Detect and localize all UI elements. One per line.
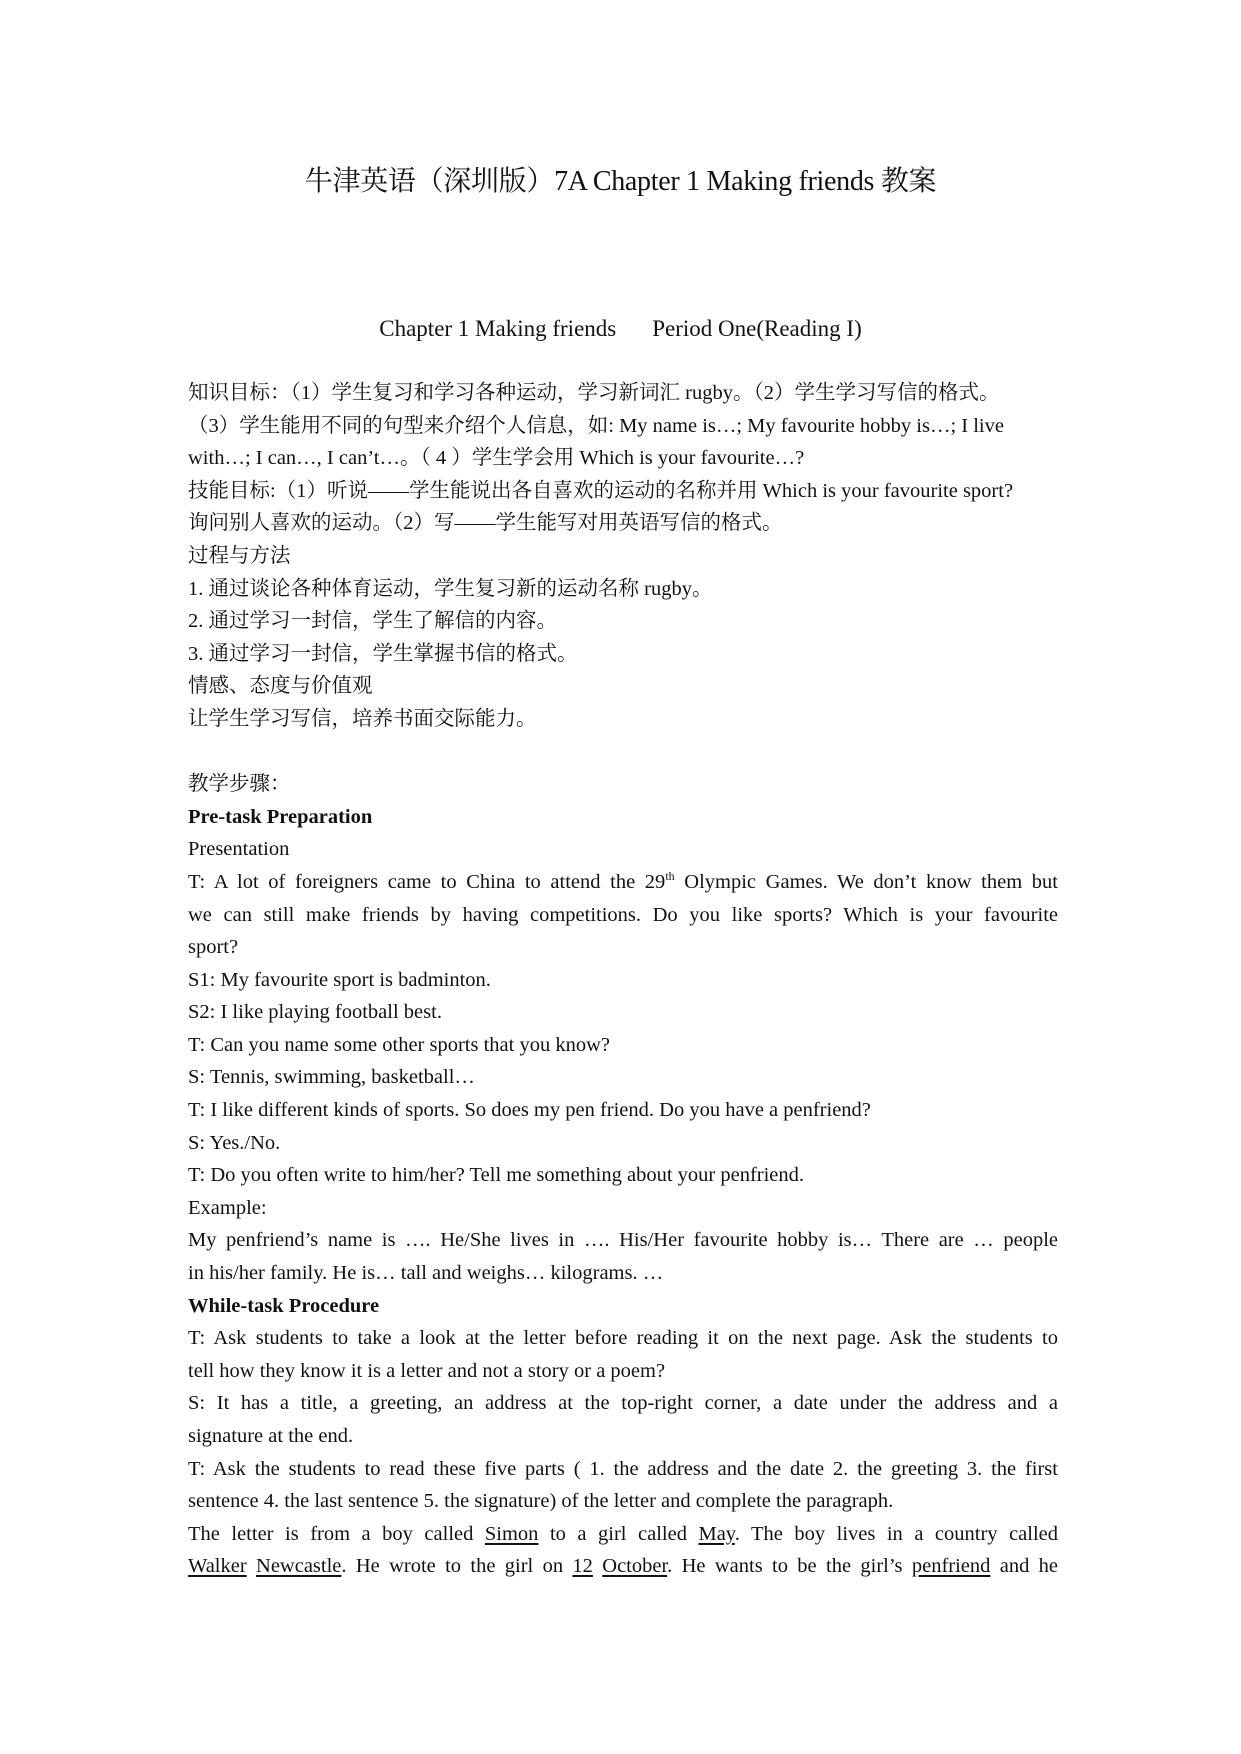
steps-heading: 教学步骤： [188,773,291,796]
dialogue-line: T: Do you often write to him/her? Tell me something about your penfriend. [188,1164,805,1187]
dialogue-line: sentence 4. the last sentence 5. the signature) of the letter and complete the paragraph. [188,1490,894,1513]
document-body [188,377,1058,1583]
paragraph-text [593,1555,602,1577]
blank-line [188,736,1058,769]
presentation-label: Presentation [188,838,290,861]
process-item: 2. 通过学习一封信，学生了解信的内容。 [188,610,557,633]
knowledge-objective-line: 知识目标：（1）学生复习和学习各种运动，学习新词汇 rugby。（2）学生学习写信的格式。 [188,382,1000,404]
paragraph-text: . He wrote to the girl on [341,1555,573,1578]
emotion-heading: 情感、态度与价值观 [188,675,373,698]
paragraph-text [247,1555,256,1577]
example-line: in his/her family. He is… tall and weighs… kilograms. … [188,1262,664,1285]
dialogue-line: S1: My favourite sport is badminton. [188,968,491,991]
paragraph-text: to a girl called [538,1522,699,1545]
completion-paragraph-line [188,1550,1058,1583]
document-subtitle [0,312,1241,346]
dialogue-line: T: Ask students to take a look at the letter before reading it on the next page. Ask the students to [188,1327,1058,1350]
subtitle-chapter: Chapter 1 Making friends [379,316,617,341]
completion-paragraph-line [188,1518,1058,1551]
document-title: 牛津英语（深圳版）7A Chapter 1 Making friends 教案 [304,166,937,197]
dialogue-line: sport? [188,936,239,959]
answer-blank: 12 [572,1555,593,1578]
answer-blank: October [602,1555,668,1578]
dialogue-line: T: I like different kinds of sports. So does my pen friend. Do you have a penfriend? [188,1099,871,1122]
paragraph-text: and he [990,1555,1059,1578]
dialogue-text: T: A lot of foreigners came to China to attend the 29 [188,870,666,893]
dialogue-line: T: Ask the students to read these five parts ( 1. the address and the date 2. the greeting 3. the first [188,1457,1058,1480]
dialogue-line: we can still make friends by having competitions. Do you like sports? Which is your favourite [188,903,1058,926]
skill-objective-line: 技能目标:（1）听说——学生能说出各自喜欢的运动的名称并用 Which is your favourite sport? [188,479,1014,502]
answer-blank: May [698,1522,735,1545]
dialogue-line: S: It has a title, a greeting, an address at the top-right corner, a date under the address and a [188,1392,1058,1415]
paragraph-text: . He wants to be the girl’s [667,1555,912,1578]
ordinal-suffix: th [665,868,675,883]
knowledge-objective-line: （3）学生能用不同的句型来介绍个人信息，如: My name is…; My favourite hobby is…; I live [188,414,1004,437]
process-item: 1. 通过谈论各种体育运动，学生复习新的运动名称 rugby。 [188,577,713,600]
dialogue-line: signature at the end. [188,1425,354,1447]
dialogue-line: S: Tennis, swimming, basketball… [188,1066,475,1089]
answer-blank: penfriend [911,1555,991,1578]
process-heading: 过程与方法 [188,544,291,567]
dialogue-line [188,866,1058,899]
dialogue-line: tell how they know it is a letter and not a story or a poem? [188,1359,666,1382]
emotion-text: 让学生学习写信，培养书面交际能力。 [188,707,537,730]
pre-task-heading: Pre-task Preparation [188,805,373,828]
answer-blank: Newcastle [256,1555,342,1578]
example-line: My penfriend’s name is …. He/She lives in …. His/Her favourite hobby is… There are … people [188,1229,1058,1252]
knowledge-objective-line: with…; I can…, I can’t…。（ 4 ）学生学会用 Which is your favourite…? [188,447,805,470]
dialogue-line: S: Yes./No. [188,1131,281,1154]
dialogue-line: S2: I like playing football best. [188,1001,442,1024]
answer-blank: Walker [188,1555,247,1578]
answer-blank: Simon [484,1522,539,1545]
dialogue-line: T: Can you name some other sports that you know? [188,1033,611,1056]
example-label: Example: [188,1196,267,1219]
paragraph-text: . The boy lives in a country called [734,1522,1059,1545]
skill-objective-line: 询问别人喜欢的运动。（2）写——学生能写对用英语写信的格式。 [188,512,783,535]
dialogue-text: Olympic Games. We don’t know them but [674,870,1058,893]
subtitle-period: Period One(Reading I) [652,316,862,341]
while-task-heading: While-task Procedure [188,1294,380,1317]
paragraph-text: The letter is from a boy called [188,1522,485,1545]
process-item: 3. 通过学习一封信，学生掌握书信的格式。 [188,642,578,665]
